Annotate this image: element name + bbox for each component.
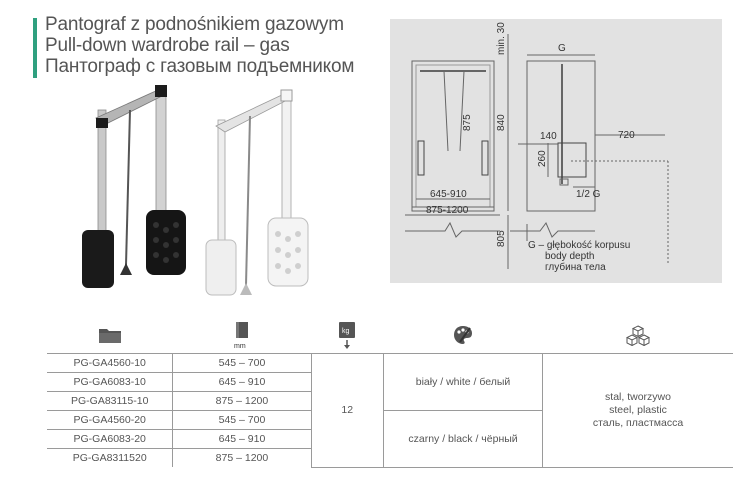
dim-g: G xyxy=(558,43,566,54)
width-range: 645 – 910 xyxy=(173,373,311,392)
product-code: PG-GA6083-10 xyxy=(47,373,173,392)
width-mm-icon xyxy=(173,318,311,352)
mm-label: mm xyxy=(234,343,246,350)
color-palette-icon xyxy=(383,318,542,352)
accent-bar xyxy=(33,18,37,78)
load-capacity: 12 xyxy=(311,354,384,468)
title-russian: Пантограф с газовым подъемником xyxy=(45,56,355,77)
column-icons xyxy=(47,318,733,352)
table-row xyxy=(47,354,733,373)
folder-icon xyxy=(47,318,173,352)
product-code: PG-GA4560-20 xyxy=(47,411,173,430)
width-range: 645 – 910 xyxy=(173,430,311,449)
technical-drawing xyxy=(390,19,722,283)
title-english: Pull-down wardrobe rail – gas xyxy=(45,35,290,56)
width-range: 875 – 1200 xyxy=(173,449,311,468)
spec-table xyxy=(47,353,733,468)
color-black: czarny / black / чёрный xyxy=(384,411,543,468)
material-cell xyxy=(543,354,733,468)
title-block xyxy=(45,14,354,77)
color-white: biały / white / белый xyxy=(384,354,543,411)
width-range: 545 – 700 xyxy=(173,354,311,373)
dim-875-height: 875 xyxy=(462,114,473,131)
product-code: PG-GA8311520 xyxy=(47,449,173,468)
white-rail-illustration xyxy=(206,90,308,295)
product-code: PG-GA6083-20 xyxy=(47,430,173,449)
material-cubes-icon xyxy=(542,318,733,352)
product-photo xyxy=(60,80,340,315)
legend-line-3: глубина тела xyxy=(545,262,606,273)
dim-min30: min. 30 xyxy=(496,22,507,55)
material-pl: stal, tworzywo xyxy=(605,390,671,403)
material-ru: сталь, пластмасса xyxy=(592,416,684,429)
dim-875-1200: 875-1200 xyxy=(426,205,469,216)
product-code: PG-GA83115-10 xyxy=(47,392,173,411)
legend-line-2: body depth xyxy=(545,251,595,262)
dim-260: 260 xyxy=(537,150,548,167)
width-range: 875 – 1200 xyxy=(173,392,311,411)
title-polish: Pantograf z podnośnikiem gazowym xyxy=(45,14,344,35)
dim-720: 720 xyxy=(618,130,635,141)
product-code: PG-GA4560-10 xyxy=(47,354,173,373)
black-rail-illustration xyxy=(82,85,186,288)
dim-645-910: 645-910 xyxy=(430,189,467,200)
dim-140: 140 xyxy=(540,131,557,142)
weight-kg-icon xyxy=(311,318,383,352)
width-range: 545 – 700 xyxy=(173,411,311,430)
dim-840: 840 xyxy=(496,114,507,131)
dim-half-g: 1/2 G xyxy=(576,189,601,200)
legend-line-1: G – głębokość korpusu xyxy=(528,240,631,251)
material-en: steel, plastic xyxy=(609,403,667,416)
kg-label: kg xyxy=(342,328,350,335)
dim-805: 805 xyxy=(496,230,507,247)
